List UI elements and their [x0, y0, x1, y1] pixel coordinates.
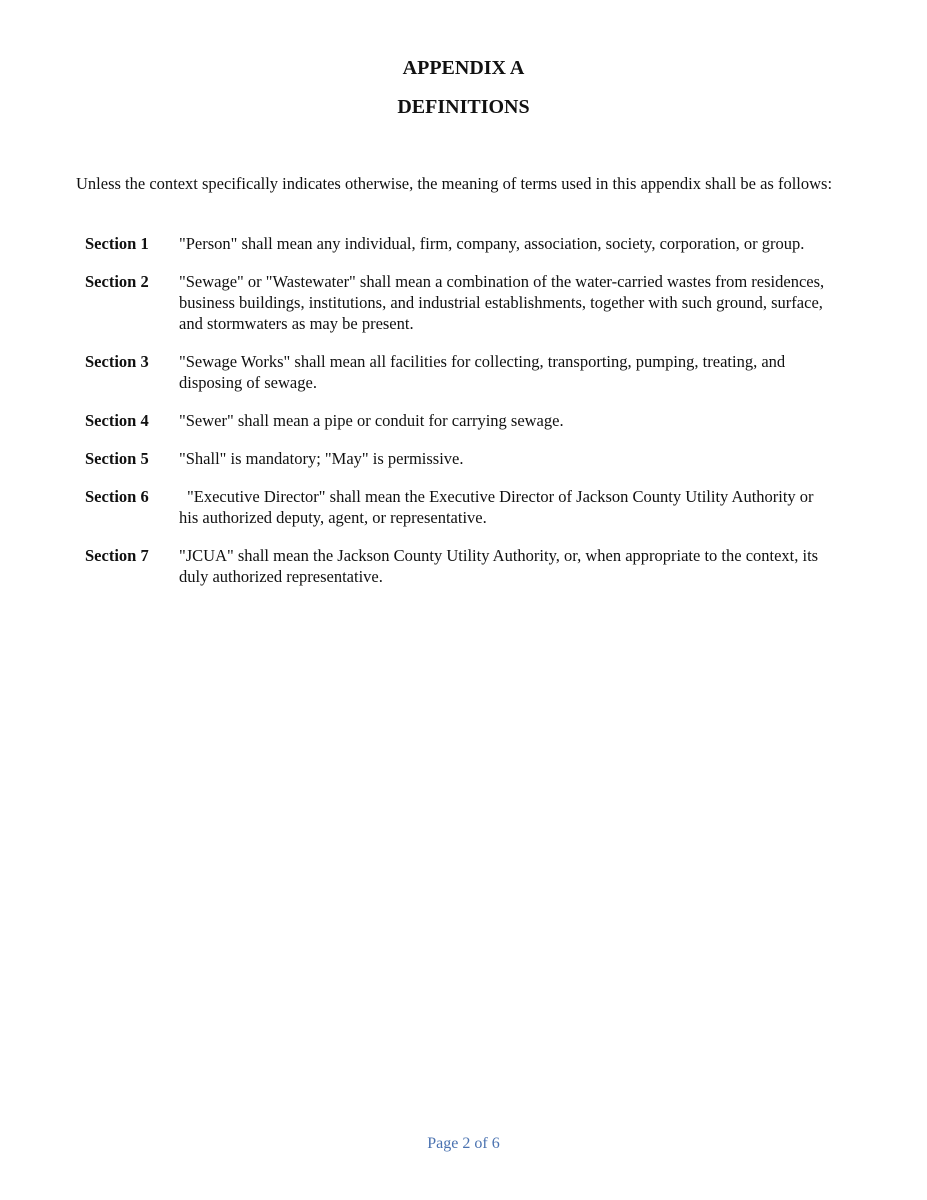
section-definition: "Sewage Works" shall mean all facilities for collecting, transporting, pumping, treating, and disposing of sewage.	[179, 352, 786, 392]
section-label: Section 7	[85, 546, 149, 565]
section-item	[85, 351, 825, 393]
section-item	[85, 271, 825, 334]
section-label: Section 3	[85, 352, 149, 371]
definitions-heading: DEFINITIONS	[397, 96, 530, 118]
page-number-footer: Page 2 of 6	[427, 1135, 500, 1152]
section-definition: "Sewage" or "Wastewater" shall mean a combination of the water-carried wastes from residences, business buildings, institutions, and industrial establishments, together with such ground, surface, and stormwaters as may be present.	[179, 272, 825, 333]
section-item	[85, 486, 825, 528]
section-label: Section 4	[85, 411, 149, 430]
section-label: Section 2	[85, 272, 149, 291]
section-item	[85, 410, 825, 431]
section-item	[85, 545, 825, 587]
section-definition: "Shall" is mandatory; "May" is permissive.	[179, 449, 464, 468]
appendix-title: APPENDIX A	[402, 57, 525, 79]
section-definition: "JCUA" shall mean the Jackson County Utility Authority, or, when appropriate to the context, its duly authorized representative.	[179, 546, 819, 586]
section-definition: "Executive Director" shall mean the Executive Director of Jackson County Utility Authority or his authorized deputy, agent, or representative.	[179, 487, 814, 527]
section-label: Section 6	[85, 487, 149, 506]
section-item	[85, 233, 825, 254]
section-definition: "Sewer" shall mean a pipe or conduit for carrying sewage.	[179, 411, 564, 430]
section-item	[85, 448, 825, 469]
section-definition: "Person" shall mean any individual, firm, company, association, society, corporation, or group.	[179, 234, 805, 253]
section-label: Section 1	[85, 234, 149, 253]
definitions-list	[85, 233, 825, 604]
intro-paragraph: Unless the context specifically indicates otherwise, the meaning of terms used in this appendix shall be as follows:	[76, 174, 833, 193]
section-label: Section 5	[85, 449, 149, 468]
